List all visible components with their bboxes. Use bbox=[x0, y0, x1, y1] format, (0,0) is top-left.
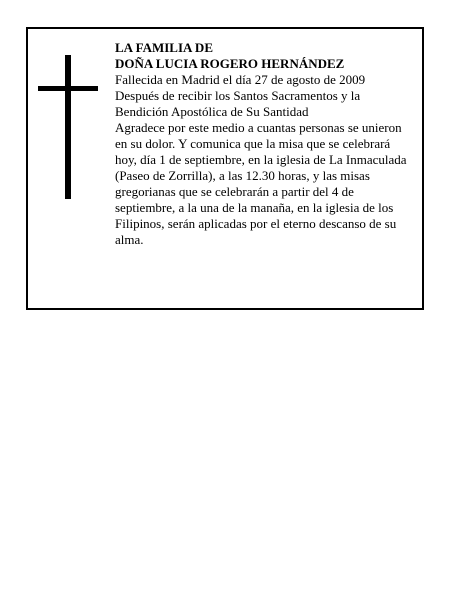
family-heading: LA FAMILIA DE bbox=[115, 40, 213, 55]
notice-line: (Paseo de Zorrilla), a las 12.30 horas, y las misas bbox=[115, 168, 370, 183]
notice-line: gregorianas que se celebrarán a partir del 4 de bbox=[115, 184, 354, 199]
notice-line: Fallecida en Madrid el día 27 de agosto de 2009 bbox=[115, 72, 366, 87]
cross-icon bbox=[38, 55, 98, 199]
cross-horizontal-bar bbox=[38, 86, 98, 91]
notice-line: en su dolor. Y comunica que la misa que se celebrará bbox=[115, 136, 391, 151]
notice-line: Filipinos, serán aplicadas por el eterno descanso de su bbox=[115, 216, 397, 231]
notice-line: septiembre, a la una de la manaña, en la iglesia de los bbox=[115, 200, 394, 215]
notice-line: alma. bbox=[115, 232, 144, 247]
notice-line: Bendición Apostólica de Su Santidad bbox=[115, 104, 309, 119]
notice-text bbox=[115, 40, 421, 248]
obituary-notice bbox=[26, 27, 424, 310]
notice-line: hoy, día 1 de septiembre, en la iglesia de La Inmaculada bbox=[115, 152, 407, 167]
notice-line: Después de recibir los Santos Sacramentos y la bbox=[115, 88, 361, 103]
cross-vertical-bar bbox=[65, 55, 71, 199]
deceased-name: DOÑA LUCIA ROGERO HERNÁNDEZ bbox=[115, 56, 345, 71]
notice-line: Agradece por este medio a cuantas personas se unieron bbox=[115, 120, 402, 135]
